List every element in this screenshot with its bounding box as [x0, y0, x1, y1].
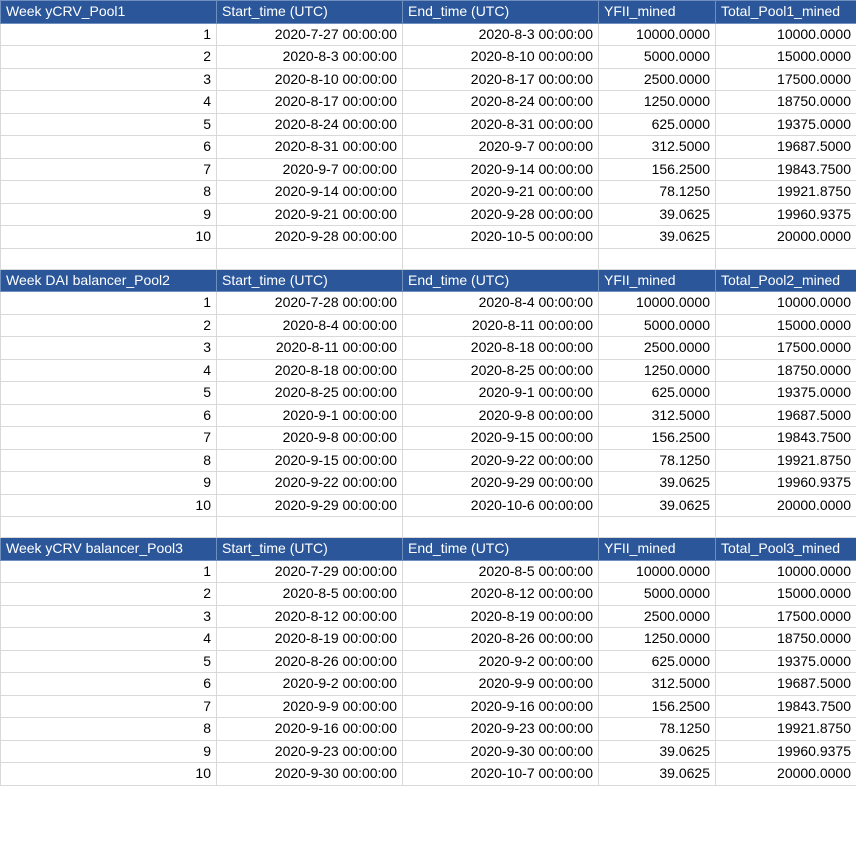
cell-end-time[interactable]: 2020-8-10 00:00:00: [403, 46, 599, 69]
cell-total-mined[interactable]: 19960.9375: [716, 740, 856, 763]
cell-total-mined[interactable]: 19375.0000: [716, 650, 856, 673]
cell-start-time[interactable]: 2020-9-22 00:00:00: [217, 472, 403, 495]
table-row: [1, 427, 856, 450]
cell-start-time[interactable]: 2020-8-24 00:00:00: [217, 113, 403, 136]
cell-start-time[interactable]: 2020-9-8 00:00:00: [217, 427, 403, 450]
table-row: [1, 359, 856, 382]
cell-end-time[interactable]: 2020-9-23 00:00:00: [403, 718, 599, 741]
cell-total-mined[interactable]: 20000.0000: [716, 226, 856, 249]
cell-yfii-mined[interactable]: 625.0000: [599, 382, 716, 405]
cell-yfii-mined[interactable]: 2500.0000: [599, 337, 716, 360]
table-row: [1, 449, 856, 472]
cell-total-mined[interactable]: 18750.0000: [716, 628, 856, 651]
cell-start-time[interactable]: 2020-9-16 00:00:00: [217, 718, 403, 741]
cell-yfii-mined[interactable]: 5000.0000: [599, 314, 716, 337]
cell-week[interactable]: 8: [1, 449, 217, 472]
cell-yfii-mined[interactable]: 312.5000: [599, 404, 716, 427]
cell-yfii-mined[interactable]: 625.0000: [599, 113, 716, 136]
cell-end-time[interactable]: 2020-8-25 00:00:00: [403, 359, 599, 382]
cell-total-mined[interactable]: 19921.8750: [716, 181, 856, 204]
table-row: [1, 650, 856, 673]
cell-total-mined[interactable]: 10000.0000: [716, 292, 856, 315]
cell-start-time[interactable]: 2020-8-10 00:00:00: [217, 68, 403, 91]
cell-start-time[interactable]: 2020-7-27 00:00:00: [217, 23, 403, 46]
cell-yfii-mined[interactable]: 312.5000: [599, 673, 716, 696]
cell-week[interactable]: 4: [1, 628, 217, 651]
cell-end-time[interactable]: 2020-10-6 00:00:00: [403, 494, 599, 517]
cell-total-mined[interactable]: 18750.0000: [716, 91, 856, 114]
cell-start-time[interactable]: 2020-8-17 00:00:00: [217, 91, 403, 114]
cell-week[interactable]: 6: [1, 136, 217, 159]
table-row: [1, 740, 856, 763]
header-cell-end-time[interactable]: End_time (UTC): [403, 269, 599, 292]
table-row: [1, 763, 856, 786]
table-row: [1, 494, 856, 517]
cell-yfii-mined[interactable]: 78.1250: [599, 181, 716, 204]
header-cell-total-mined[interactable]: Total_Pool2_mined: [716, 269, 856, 292]
cell-total-mined[interactable]: 18750.0000: [716, 359, 856, 382]
cell-week[interactable]: 7: [1, 695, 217, 718]
cell-week[interactable]: 7: [1, 158, 217, 181]
cell-yfii-mined[interactable]: 39.0625: [599, 763, 716, 786]
table-row: [1, 382, 856, 405]
cell-week[interactable]: 8: [1, 181, 217, 204]
empty-cell[interactable]: [403, 248, 599, 269]
cell-start-time[interactable]: 2020-8-26 00:00:00: [217, 650, 403, 673]
cell-start-time[interactable]: 2020-8-4 00:00:00: [217, 314, 403, 337]
table-row: [1, 68, 856, 91]
cell-end-time[interactable]: 2020-8-5 00:00:00: [403, 560, 599, 583]
header-cell-start-time[interactable]: Start_time (UTC): [217, 1, 403, 24]
cell-end-time[interactable]: 2020-8-3 00:00:00: [403, 23, 599, 46]
cell-week[interactable]: 2: [1, 46, 217, 69]
header-cell-week[interactable]: Week DAI balancer_Pool2: [1, 269, 217, 292]
cell-yfii-mined[interactable]: 312.5000: [599, 136, 716, 159]
cell-start-time[interactable]: 2020-9-29 00:00:00: [217, 494, 403, 517]
cell-total-mined[interactable]: 20000.0000: [716, 494, 856, 517]
cell-yfii-mined[interactable]: 5000.0000: [599, 46, 716, 69]
cell-yfii-mined[interactable]: 625.0000: [599, 650, 716, 673]
cell-start-time[interactable]: 2020-9-2 00:00:00: [217, 673, 403, 696]
empty-cell[interactable]: [217, 517, 403, 538]
header-cell-end-time[interactable]: End_time (UTC): [403, 538, 599, 561]
table-row: [1, 560, 856, 583]
cell-week[interactable]: 9: [1, 203, 217, 226]
cell-end-time[interactable]: 2020-9-30 00:00:00: [403, 740, 599, 763]
table-row: [1, 718, 856, 741]
cell-end-time[interactable]: 2020-9-8 00:00:00: [403, 404, 599, 427]
cell-start-time[interactable]: 2020-7-29 00:00:00: [217, 560, 403, 583]
cell-end-time[interactable]: 2020-9-14 00:00:00: [403, 158, 599, 181]
cell-yfii-mined[interactable]: 1250.0000: [599, 628, 716, 651]
empty-cell[interactable]: [716, 248, 856, 269]
spacer-row: [1, 517, 856, 538]
table-row: [1, 158, 856, 181]
header-cell-yfii-mined[interactable]: YFII_mined: [599, 1, 716, 24]
header-cell-start-time[interactable]: Start_time (UTC): [217, 538, 403, 561]
cell-end-time[interactable]: 2020-8-24 00:00:00: [403, 91, 599, 114]
cell-start-time[interactable]: 2020-9-7 00:00:00: [217, 158, 403, 181]
cell-week[interactable]: 9: [1, 740, 217, 763]
section-header-row: [1, 269, 856, 292]
cell-start-time[interactable]: 2020-9-21 00:00:00: [217, 203, 403, 226]
cell-yfii-mined[interactable]: 5000.0000: [599, 583, 716, 606]
cell-start-time[interactable]: 2020-8-18 00:00:00: [217, 359, 403, 382]
section-header-row: [1, 538, 856, 561]
empty-cell[interactable]: [599, 517, 716, 538]
cell-end-time[interactable]: 2020-9-9 00:00:00: [403, 673, 599, 696]
cell-yfii-mined[interactable]: 1250.0000: [599, 359, 716, 382]
cell-total-mined[interactable]: 19843.7500: [716, 695, 856, 718]
cell-total-mined[interactable]: 19687.5000: [716, 404, 856, 427]
cell-end-time[interactable]: 2020-8-12 00:00:00: [403, 583, 599, 606]
cell-yfii-mined[interactable]: 10000.0000: [599, 560, 716, 583]
cell-total-mined[interactable]: 17500.0000: [716, 605, 856, 628]
cell-start-time[interactable]: 2020-8-25 00:00:00: [217, 382, 403, 405]
cell-total-mined[interactable]: 17500.0000: [716, 337, 856, 360]
table-row: [1, 113, 856, 136]
cell-yfii-mined[interactable]: 10000.0000: [599, 292, 716, 315]
header-cell-total-mined[interactable]: Total_Pool3_mined: [716, 538, 856, 561]
cell-total-mined[interactable]: 19843.7500: [716, 158, 856, 181]
cell-yfii-mined[interactable]: 156.2500: [599, 427, 716, 450]
cell-week[interactable]: 2: [1, 583, 217, 606]
table-row: [1, 695, 856, 718]
cell-start-time[interactable]: 2020-9-15 00:00:00: [217, 449, 403, 472]
header-cell-week[interactable]: Week yCRV balancer_Pool3: [1, 538, 217, 561]
cell-start-time[interactable]: 2020-9-23 00:00:00: [217, 740, 403, 763]
cell-week[interactable]: 5: [1, 113, 217, 136]
cell-end-time[interactable]: 2020-9-7 00:00:00: [403, 136, 599, 159]
cell-end-time[interactable]: 2020-9-22 00:00:00: [403, 449, 599, 472]
cell-week[interactable]: 10: [1, 763, 217, 786]
empty-cell[interactable]: [403, 517, 599, 538]
cell-yfii-mined[interactable]: 2500.0000: [599, 68, 716, 91]
cell-total-mined[interactable]: 19921.8750: [716, 718, 856, 741]
table-row: [1, 23, 856, 46]
table-row: [1, 628, 856, 651]
cell-start-time[interactable]: 2020-8-31 00:00:00: [217, 136, 403, 159]
cell-week[interactable]: 3: [1, 605, 217, 628]
table-row: [1, 226, 856, 249]
cell-start-time[interactable]: 2020-8-5 00:00:00: [217, 583, 403, 606]
cell-start-time[interactable]: 2020-7-28 00:00:00: [217, 292, 403, 315]
cell-end-time[interactable]: 2020-9-28 00:00:00: [403, 203, 599, 226]
cell-end-time[interactable]: 2020-8-31 00:00:00: [403, 113, 599, 136]
cell-yfii-mined[interactable]: 39.0625: [599, 203, 716, 226]
cell-total-mined[interactable]: 15000.0000: [716, 46, 856, 69]
cell-start-time[interactable]: 2020-9-9 00:00:00: [217, 695, 403, 718]
cell-week[interactable]: 3: [1, 337, 217, 360]
cell-total-mined[interactable]: 19687.5000: [716, 673, 856, 696]
cell-week[interactable]: 7: [1, 427, 217, 450]
empty-cell[interactable]: [1, 517, 217, 538]
spacer-row: [1, 248, 856, 269]
cell-start-time[interactable]: 2020-9-1 00:00:00: [217, 404, 403, 427]
section-header-row: [1, 1, 856, 24]
empty-cell[interactable]: [1, 248, 217, 269]
cell-end-time[interactable]: 2020-9-1 00:00:00: [403, 382, 599, 405]
cell-end-time[interactable]: 2020-8-19 00:00:00: [403, 605, 599, 628]
table-row: [1, 314, 856, 337]
cell-end-time[interactable]: 2020-8-17 00:00:00: [403, 68, 599, 91]
cell-total-mined[interactable]: 19921.8750: [716, 449, 856, 472]
cell-start-time[interactable]: 2020-9-30 00:00:00: [217, 763, 403, 786]
cell-yfii-mined[interactable]: 156.2500: [599, 695, 716, 718]
cell-yfii-mined[interactable]: 2500.0000: [599, 605, 716, 628]
cell-end-time[interactable]: 2020-9-15 00:00:00: [403, 427, 599, 450]
cell-yfii-mined[interactable]: 39.0625: [599, 226, 716, 249]
header-cell-start-time[interactable]: Start_time (UTC): [217, 269, 403, 292]
table-row: [1, 203, 856, 226]
cell-week[interactable]: 10: [1, 226, 217, 249]
cell-total-mined[interactable]: 10000.0000: [716, 23, 856, 46]
cell-start-time[interactable]: 2020-8-3 00:00:00: [217, 46, 403, 69]
cell-end-time[interactable]: 2020-8-26 00:00:00: [403, 628, 599, 651]
cell-total-mined[interactable]: 19843.7500: [716, 427, 856, 450]
cell-start-time[interactable]: 2020-8-12 00:00:00: [217, 605, 403, 628]
header-cell-yfii-mined[interactable]: YFII_mined: [599, 269, 716, 292]
header-cell-total-mined[interactable]: Total_Pool1_mined: [716, 1, 856, 24]
table-row: [1, 472, 856, 495]
table-row: [1, 181, 856, 204]
cell-end-time[interactable]: 2020-8-11 00:00:00: [403, 314, 599, 337]
cell-week[interactable]: 8: [1, 718, 217, 741]
empty-cell[interactable]: [599, 248, 716, 269]
cell-total-mined[interactable]: 19687.5000: [716, 136, 856, 159]
table-row: [1, 292, 856, 315]
cell-yfii-mined[interactable]: 1250.0000: [599, 91, 716, 114]
cell-end-time[interactable]: 2020-8-4 00:00:00: [403, 292, 599, 315]
header-cell-yfii-mined[interactable]: YFII_mined: [599, 538, 716, 561]
table-row: [1, 605, 856, 628]
cell-total-mined[interactable]: 19375.0000: [716, 382, 856, 405]
cell-week[interactable]: 2: [1, 314, 217, 337]
cell-week[interactable]: 1: [1, 23, 217, 46]
cell-yfii-mined[interactable]: 156.2500: [599, 158, 716, 181]
cell-end-time[interactable]: 2020-9-29 00:00:00: [403, 472, 599, 495]
cell-total-mined[interactable]: 20000.0000: [716, 763, 856, 786]
cell-total-mined[interactable]: 17500.0000: [716, 68, 856, 91]
cell-total-mined[interactable]: 19960.9375: [716, 472, 856, 495]
cell-yfii-mined[interactable]: 39.0625: [599, 494, 716, 517]
cell-week[interactable]: 5: [1, 650, 217, 673]
cell-start-time[interactable]: 2020-8-19 00:00:00: [217, 628, 403, 651]
cell-total-mined[interactable]: 19960.9375: [716, 203, 856, 226]
table-row: [1, 404, 856, 427]
table-row: [1, 46, 856, 69]
table-row: [1, 337, 856, 360]
cell-end-time[interactable]: 2020-9-21 00:00:00: [403, 181, 599, 204]
cell-week[interactable]: 1: [1, 560, 217, 583]
header-cell-week[interactable]: Week yCRV_Pool1: [1, 1, 217, 24]
cell-week[interactable]: 9: [1, 472, 217, 495]
cell-total-mined[interactable]: 15000.0000: [716, 583, 856, 606]
cell-week[interactable]: 6: [1, 673, 217, 696]
cell-yfii-mined[interactable]: 10000.0000: [599, 23, 716, 46]
empty-cell[interactable]: [217, 248, 403, 269]
table-row: [1, 91, 856, 114]
cell-end-time[interactable]: 2020-8-18 00:00:00: [403, 337, 599, 360]
cell-yfii-mined[interactable]: 78.1250: [599, 718, 716, 741]
sheet-body: [1, 1, 856, 786]
cell-yfii-mined[interactable]: 39.0625: [599, 740, 716, 763]
cell-week[interactable]: 4: [1, 359, 217, 382]
cell-yfii-mined[interactable]: 39.0625: [599, 472, 716, 495]
cell-total-mined[interactable]: 19375.0000: [716, 113, 856, 136]
cell-week[interactable]: 3: [1, 68, 217, 91]
table-row: [1, 583, 856, 606]
cell-start-time[interactable]: 2020-9-14 00:00:00: [217, 181, 403, 204]
cell-week[interactable]: 10: [1, 494, 217, 517]
empty-cell[interactable]: [716, 517, 856, 538]
cell-end-time[interactable]: 2020-10-5 00:00:00: [403, 226, 599, 249]
cell-start-time[interactable]: 2020-9-28 00:00:00: [217, 226, 403, 249]
cell-end-time[interactable]: 2020-10-7 00:00:00: [403, 763, 599, 786]
cell-week[interactable]: 5: [1, 382, 217, 405]
header-cell-end-time[interactable]: End_time (UTC): [403, 1, 599, 24]
cell-week[interactable]: 6: [1, 404, 217, 427]
cell-end-time[interactable]: 2020-9-16 00:00:00: [403, 695, 599, 718]
table-row: [1, 673, 856, 696]
cell-total-mined[interactable]: 15000.0000: [716, 314, 856, 337]
cell-end-time[interactable]: 2020-9-2 00:00:00: [403, 650, 599, 673]
cell-yfii-mined[interactable]: 78.1250: [599, 449, 716, 472]
cell-start-time[interactable]: 2020-8-11 00:00:00: [217, 337, 403, 360]
table-row: [1, 136, 856, 159]
cell-total-mined[interactable]: 10000.0000: [716, 560, 856, 583]
cell-week[interactable]: 4: [1, 91, 217, 114]
cell-week[interactable]: 1: [1, 292, 217, 315]
